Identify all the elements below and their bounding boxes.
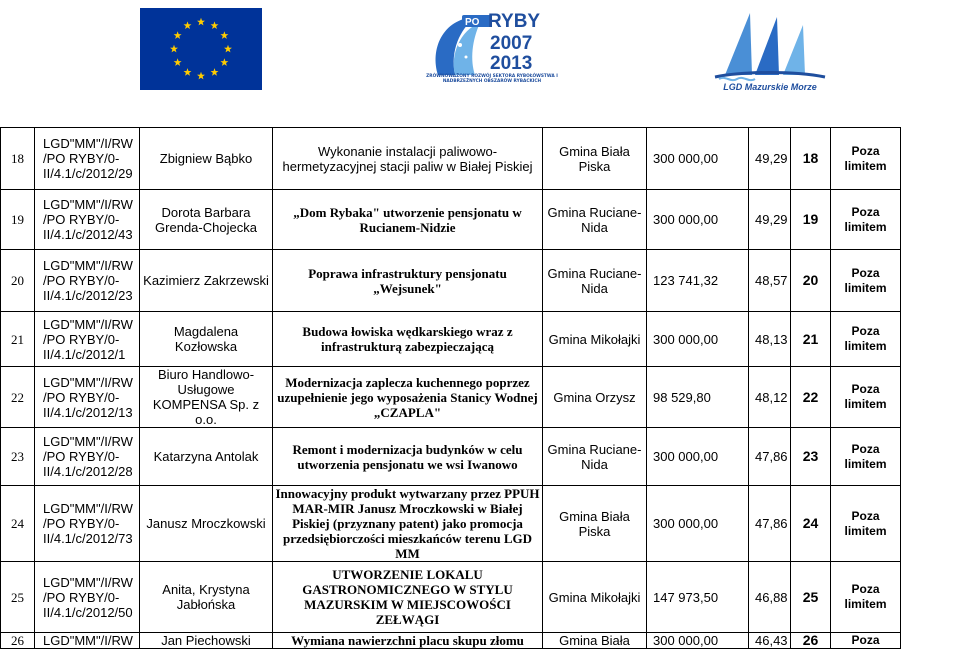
status-cell: Poza: [831, 633, 901, 649]
applicant-cell: Dorota Barbara Grenda-Chojecka: [140, 190, 273, 250]
status-cell: Poza limitem: [831, 486, 901, 562]
status-cell: Poza limitem: [831, 312, 901, 367]
applicant-cell: Janusz Mroczkowski: [140, 486, 273, 562]
municipality-cell: Gmina Mikołajki: [543, 562, 647, 633]
amount-cell: 300 000,00: [647, 128, 749, 190]
applicant-cell: Biuro Handlowo-Usługowe KOMPENSA Sp. z o.o.: [140, 367, 273, 428]
amount-cell: 98 529,80: [647, 367, 749, 428]
rank-cell: 20: [791, 250, 831, 312]
rank-cell: 19: [791, 190, 831, 250]
status-cell: Poza limitem: [831, 250, 901, 312]
row-number-cell: 23: [1, 428, 35, 486]
points-cell: 48,57: [749, 250, 791, 312]
applicant-cell: Kazimierz Zakrzewski: [140, 250, 273, 312]
points-cell: 46,43: [749, 633, 791, 649]
table-row: [1, 428, 960, 486]
amount-cell: 300 000,00: [647, 190, 749, 250]
applicant-cell: Zbigniew Bąbko: [140, 128, 273, 190]
eu-flag-logo: [140, 8, 262, 90]
applicant-cell: Anita, Krystyna Jabłońska: [140, 562, 273, 633]
table-row: [1, 562, 960, 633]
applicant-cell: Katarzyna Antolak: [140, 428, 273, 486]
points-cell: 48,13: [749, 312, 791, 367]
amount-cell: 123 741,32: [647, 250, 749, 312]
operation-title-cell: Modernizacja zaplecza kuchennego poprzez uzupełnienie jego wyposażenia Stanicy Wodnej „CZAPLA": [273, 367, 543, 428]
amount-cell: 300 000,00: [647, 633, 749, 649]
ranking-table: [0, 127, 960, 649]
status-cell: Poza limitem: [831, 428, 901, 486]
applicant-cell: Magdalena Kozłowska: [140, 312, 273, 367]
operation-title-cell: Wymiana nawierzchni placu skupu złomu: [273, 633, 543, 649]
application-number-cell: LGD"MM"/I/RW /PO RYBY/0-II/4.1/c/2012/28: [35, 428, 140, 486]
logo-header: [0, 0, 960, 110]
table-row: [1, 367, 960, 428]
municipality-cell: Gmina Ruciane-Nida: [543, 190, 647, 250]
table-row: [1, 250, 960, 312]
row-number-cell: 18: [1, 128, 35, 190]
points-cell: 49,29: [749, 190, 791, 250]
municipality-cell: Gmina Biała Piska: [543, 486, 647, 562]
municipality-cell: Gmina Ruciane-Nida: [543, 250, 647, 312]
operation-title-cell: Budowa łowiska wędkarskiego wraz z infrastrukturą zabezpieczającą: [273, 312, 543, 367]
operation-title-cell: Innowacyjny produkt wytwarzany przez PPUH MAR-MIR Janusz Mroczkowski w Białej Piskiej (przyznany patent) jako promocja przedsiębiorczości mieszkańców terenu LGD MM: [273, 486, 543, 562]
rank-cell: 24: [791, 486, 831, 562]
application-number-cell: LGD"MM"/I/RW /PO RYBY/0-II/4.1/c/2012/29: [35, 128, 140, 190]
status-cell: Poza limitem: [831, 367, 901, 428]
row-number-cell: 21: [1, 312, 35, 367]
application-number-cell: LGD"MM"/I/RW /PO RYBY/0-II/4.1/c/2012/73: [35, 486, 140, 562]
amount-cell: 147 973,50: [647, 562, 749, 633]
application-number-cell: LGD"MM"/I/RW /PO RYBY/0-II/4.1/c/2012/43: [35, 190, 140, 250]
lgd-caption: LGD Mazurskie Morze: [705, 82, 835, 92]
svg-text:PO: PO: [465, 17, 480, 28]
rank-cell: 18: [791, 128, 831, 190]
rank-cell: 25: [791, 562, 831, 633]
row-number-cell: 26: [1, 633, 35, 649]
applicant-cell: Jan Piechowski: [140, 633, 273, 649]
svg-text:RYBY: RYBY: [488, 11, 540, 32]
points-cell: 49,29: [749, 128, 791, 190]
rank-cell: 22: [791, 367, 831, 428]
application-number-cell: LGD"MM"/I/RW /PO RYBY/0-II/4.1/c/2012/50: [35, 562, 140, 633]
amount-cell: 300 000,00: [647, 312, 749, 367]
row-number-cell: 20: [1, 250, 35, 312]
municipality-cell: Gmina Biała Piska: [543, 128, 647, 190]
operation-title-cell: Poprawa infrastruktury pensjonatu „Wejsunek": [273, 250, 543, 312]
amount-cell: 300 000,00: [647, 486, 749, 562]
table-row: [1, 633, 960, 649]
svg-text:2007: 2007: [490, 33, 532, 54]
operation-title-cell: UTWORZENIE LOKALU GASTRONOMICZNEGO W STYLU MAZURSKIM W MIEJSCOWOŚCI ZEŁWĄGI: [273, 562, 543, 633]
table-row: [1, 190, 960, 250]
points-cell: 46,88: [749, 562, 791, 633]
points-cell: 47,86: [749, 486, 791, 562]
points-cell: 47,86: [749, 428, 791, 486]
application-number-cell: LGD"MM"/I/RW: [35, 633, 140, 649]
svg-text:2013: 2013: [490, 53, 532, 74]
operation-title-cell: Wykonanie instalacji paliwowo-hermetyzacyjnej stacji paliw w Białej Piskiej: [273, 128, 543, 190]
application-number-cell: LGD"MM"/I/RW /PO RYBY/0-II/4.1/c/2012/23: [35, 250, 140, 312]
table-row: [1, 128, 960, 190]
amount-cell: 300 000,00: [647, 428, 749, 486]
table-row: [1, 312, 960, 367]
status-cell: Poza limitem: [831, 128, 901, 190]
application-number-cell: LGD"MM"/I/RW /PO RYBY/0-II/4.1/c/2012/1: [35, 312, 140, 367]
status-cell: Poza limitem: [831, 562, 901, 633]
operation-title-cell: Remont i modernizacja budynków w celu utworzenia pensjonatu we wsi Iwanowo: [273, 428, 543, 486]
points-cell: 48,12: [749, 367, 791, 428]
status-cell: Poza limitem: [831, 190, 901, 250]
row-number-cell: 19: [1, 190, 35, 250]
municipality-cell: Gmina Orzysz: [543, 367, 647, 428]
municipality-cell: Gmina Mikołajki: [543, 312, 647, 367]
rank-cell: 23: [791, 428, 831, 486]
row-number-cell: 22: [1, 367, 35, 428]
row-number-cell: 25: [1, 562, 35, 633]
rank-cell: 21: [791, 312, 831, 367]
po-ryby-logo: [420, 5, 560, 100]
po-ryby-caption: ZRÓWNOWAŻONY ROZWÓJ SEKTORA RYBOŁÓWSTWA I NADBRZEŻNYCH OBSZARÓW RYBACKICH: [418, 74, 566, 84]
table-row: [1, 486, 960, 562]
application-number-cell: LGD"MM"/I/RW /PO RYBY/0-II/4.1/c/2012/13: [35, 367, 140, 428]
operation-title-cell: „Dom Rybaka" utworzenie pensjonatu w Rucianem-Nidzie: [273, 190, 543, 250]
municipality-cell: Gmina Ruciane-Nida: [543, 428, 647, 486]
municipality-cell: Gmina Biała: [543, 633, 647, 649]
rank-cell: 26: [791, 633, 831, 649]
row-number-cell: 24: [1, 486, 35, 562]
